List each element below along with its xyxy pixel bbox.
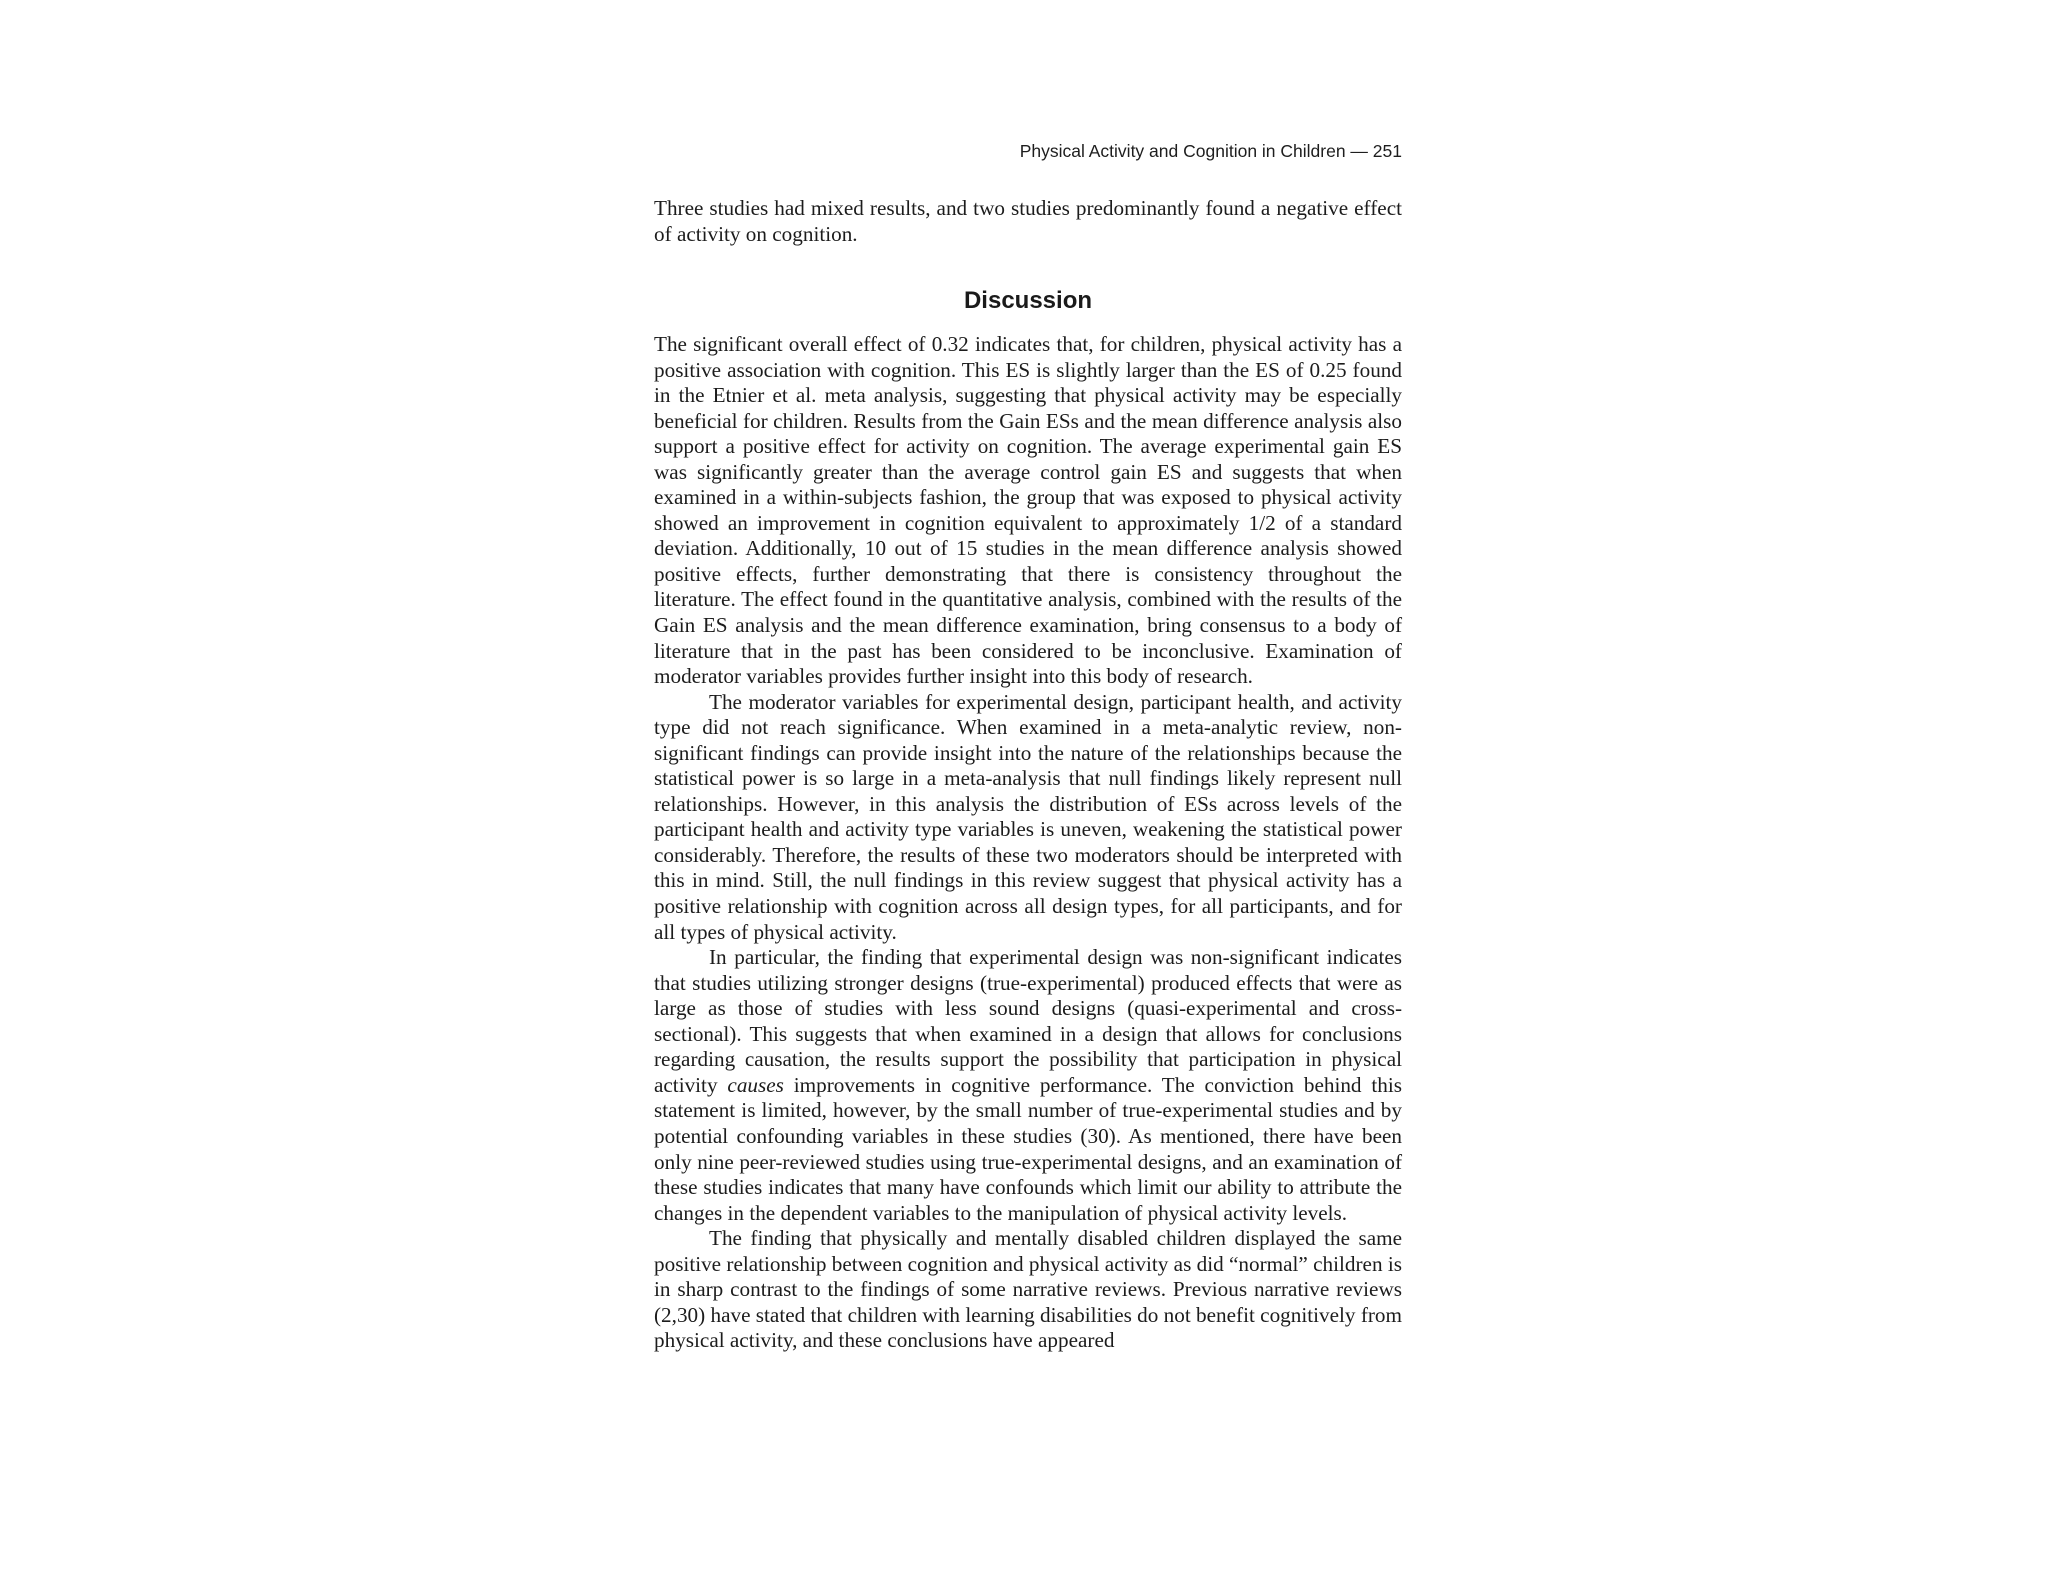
- running-head: Physical Activity and Cognition in Children — 251: [1019, 141, 1402, 161]
- discussion-body: [654, 332, 1402, 1354]
- paragraph-3-part-2: improvements in cognitive performance. The conviction behind this statement is limited, however, by the small number of true-experimental studies and by potential confounding variables in these studies (30). As mentioned, there have been only nine peer-reviewed studies using true-experimental designs, and an examination of these studies indicates that many have confounds which limit our ability to attribute the changes in the dependent variables to the manipulation of physical activity levels.: [654, 1072, 1403, 1225]
- discussion-paragraph-4: The finding that physically and mentally disabled children displayed the same positive relationship between cognition and physical activity as did “normal” children is in sharp contrast to the findings of some narrative reviews. Previous narrative reviews (2,30) have stated that children with learning disabilities do not benefit cognitively from physical activity, and these conclusions have appeared: [654, 1226, 1402, 1353]
- intro-paragraph: Three studies had mixed results, and two studies predominantly found a negative effect of activity on cognition.: [654, 196, 1402, 246]
- paragraph-3-part-1: In particular, the finding that experimental design was non-significant indicates that studies utilizing stronger designs (true-experimental) produced effects that were as large as those of studies with less sound designs (quasi-experimental and cross-sectional). This suggests that when examined in a design that allows for conclusions regarding causation, the results support the possibility that participation in physical activity: [654, 945, 1402, 1097]
- italic-causes: causes: [727, 1072, 784, 1097]
- discussion-paragraph-2: The moderator variables for experimental design, participant health, and activity type did not reach significance. When examined in a meta-analytic review, non-significant findings can provide insight into the nature of the relationships because the statistical power is so large in a meta-analysis that null findings likely represent null relationships. However, in this analysis the distribution of ESs across levels of the participant health and activity type variables is uneven, weakening the statistical power considerably. Therefore, the results of these two moderators should be interpreted with this in mind. Still, the null findings in this review suggest that physical activity has a positive relationship with cognition across all design types, for all participants, and for all types of physical activity.: [654, 689, 1402, 944]
- section-heading: Discussion: [963, 287, 1093, 314]
- discussion-paragraph-1: The significant overall effect of 0.32 indicates that, for children, physical activity has a positive association with cognition. This ES is slightly larger than the ES of 0.25 found in the Etnier et al. meta analysis, suggesting that physical activity may be especially beneficial for children. Results from the Gain ESs and the mean difference analysis also support a positive effect for activity on cognition. The average experimental gain ES was significantly greater than the average control gain ES and suggests that when examined in a within-subjects fashion, the group that was exposed to physical activity showed an improvement in cognition equivalent to approximately 1/2 of a standard deviation. Additionally, 10 out of 15 studies in the mean difference analysis showed positive effects, further demonstrating that there is consistency throughout the literature. The effect found in the quantitative analysis, combined with the results of the Gain ES analysis and the mean difference examination, bring consensus to a body of literature that in the past has been considered to be inconclusive. Examination of moderator variables provides further insight into this body of research.: [654, 332, 1402, 689]
- intro-text: [654, 196, 1402, 247]
- discussion-paragraph-3: [654, 945, 1402, 1226]
